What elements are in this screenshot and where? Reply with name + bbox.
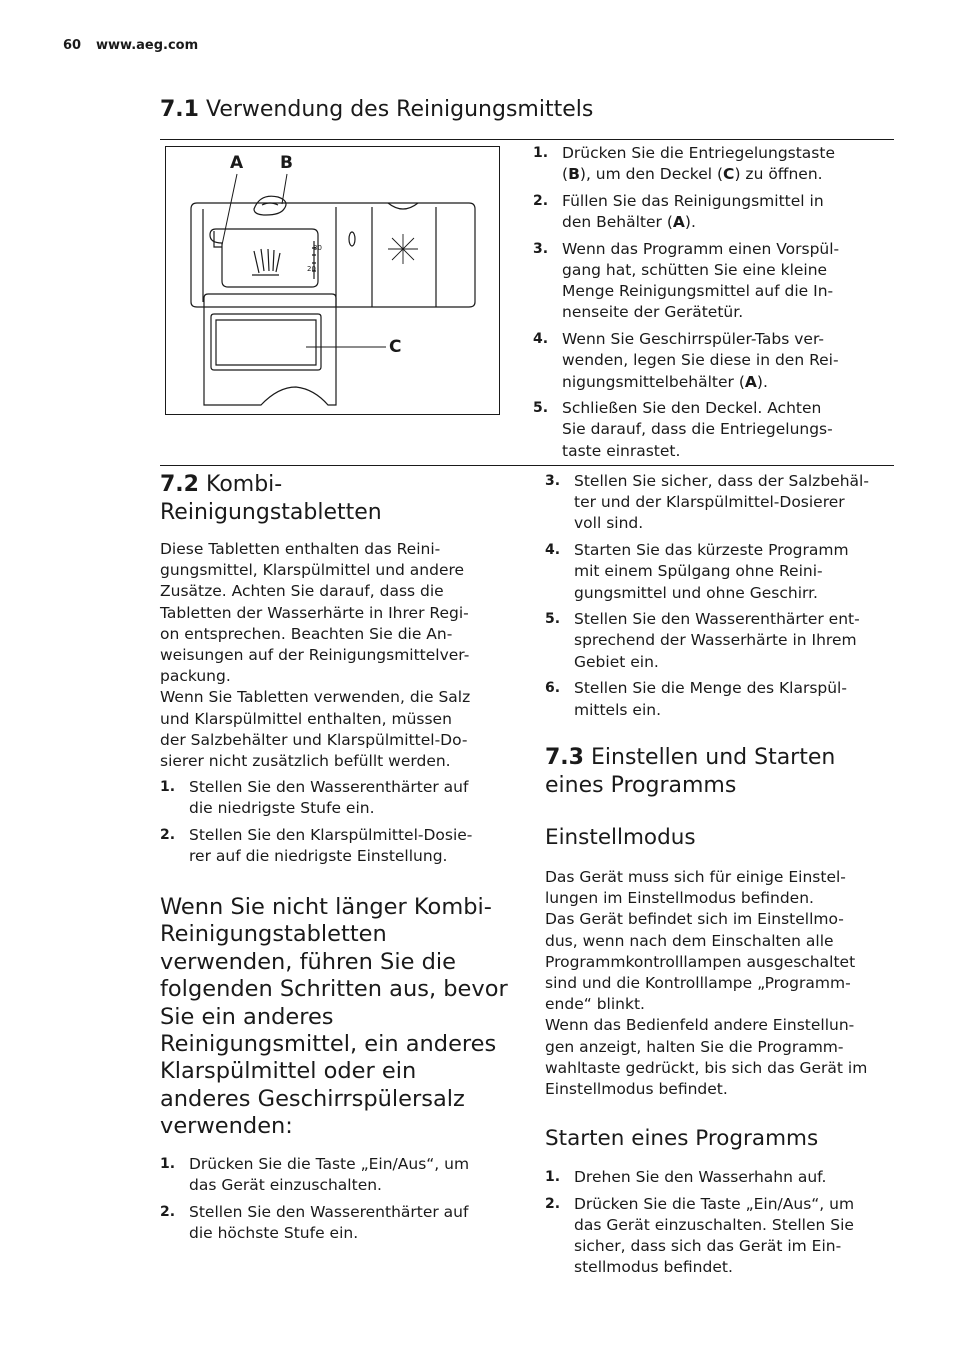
section-7-3-number: 7.3 <box>545 745 584 770</box>
step-line: Stellen Sie den Klarspülmittel-Dosie- <box>189 826 473 845</box>
step-line: wenden, legen Sie diese in den Rei- <box>562 351 839 370</box>
step-line: das Gerät einzuschalten. Stellen Sie <box>574 1215 854 1234</box>
text-line: gungsmittel, Klarspülmittel und andere <box>160 561 465 580</box>
text-line: und Klarspülmittel enthalten, müssen <box>160 709 452 728</box>
step-line: Drücken Sie die Entriegelungstaste <box>562 144 835 162</box>
step-line: den Behälter (A). <box>562 213 696 232</box>
text-line: ende“ blinkt. <box>545 995 645 1014</box>
step-line: Stellen Sie den Wasserenthärter auf <box>189 778 469 797</box>
list-item <box>533 398 893 462</box>
dispenser-illustration <box>166 147 499 414</box>
heading-line: Klarspülmittel oder ein <box>160 1058 417 1085</box>
list-item <box>533 239 893 324</box>
step-line: gungsmittel und ohne Geschirr. <box>574 583 818 602</box>
step-line: sprechend der Wasserhärte in Ihrem <box>574 631 857 650</box>
step-line: Schließen Sie den Deckel. Achten <box>562 399 822 418</box>
step-line: das Gerät einzuschalten. <box>189 1176 382 1195</box>
header-url: www.aeg.com <box>96 38 199 53</box>
combi-tablets-stop-steps-column <box>160 1154 512 1250</box>
step-line: Drehen Sie den Wasserhahn auf. <box>574 1168 827 1186</box>
step-line: voll sind. <box>574 514 644 533</box>
starten-heading: Starten eines Programms <box>545 1126 819 1151</box>
figure-label-a: A <box>230 153 244 173</box>
section-7-3-title: eines Programms <box>545 773 737 798</box>
step-line: Wenn das Programm einen Vorspül- <box>562 239 840 258</box>
text-line: sind und die Kontrolllampe „Programm- <box>545 974 851 993</box>
list-item <box>533 143 893 185</box>
text-line: Einstellmodus befindet. <box>545 1080 728 1099</box>
list-item <box>533 191 893 233</box>
step-line: nigungsmittelbehälter (A). <box>562 372 768 391</box>
list-item <box>545 609 900 673</box>
step-line: Füllen Sie das Reinigungsmittel in <box>562 191 824 210</box>
step-line: mit einem Spülgang ohne Reini- <box>574 562 823 581</box>
step-line: stellmodus befindet. <box>574 1258 733 1277</box>
list-item <box>545 471 900 535</box>
step-line: Stellen Sie die Menge des Klarspül- <box>574 679 847 698</box>
detergent-dispenser-figure <box>165 146 500 415</box>
list-item <box>533 329 893 393</box>
section-7-2-intro <box>160 539 512 772</box>
step-number: 1. <box>533 145 549 161</box>
step-number: 3. <box>533 240 549 257</box>
section-7-1-title: Verwendung des Reinigungsmittels <box>205 97 594 122</box>
step-line: die höchste Stufe ein. <box>189 1224 359 1243</box>
text-line: der Salzbehälter und Klarspülmittel-Do- <box>160 730 468 749</box>
heading-line: folgenden Schritten aus, bevor <box>160 976 508 1003</box>
list-item <box>160 777 512 819</box>
step-line: Sie darauf, dass die Entriegelungs- <box>562 420 833 439</box>
section-7-1-steps <box>533 143 893 462</box>
text-line: Wenn Sie Tabletten verwenden, die Salz <box>160 688 471 707</box>
section-7-2-right-column <box>545 471 900 726</box>
section-7-2-title: Reinigungstabletten <box>160 500 382 525</box>
step-line: ter und der Klarspülmittel-Dosierer <box>574 493 845 512</box>
step-number: 2. <box>160 827 176 844</box>
step-line: mittels ein. <box>574 700 661 719</box>
combi-tablets-stop-heading <box>160 894 520 1141</box>
text-line: Tabletten der Wasserhärte in Ihrer Regi- <box>160 603 469 622</box>
text-line: Das Gerät muss sich für einige Einstel- <box>545 868 846 886</box>
text-line: Das Gerät befindet sich im Einstellmo- <box>545 910 844 929</box>
step-number: 2. <box>533 192 549 209</box>
section-7-2-left-column <box>160 471 512 873</box>
scale-label-30: 30 <box>313 244 322 252</box>
step-number: 1. <box>160 779 176 796</box>
step-line: rer auf die niedrigste Einstellung. <box>189 847 448 866</box>
heading-line: Wenn Sie nicht länger Kombi- <box>160 894 492 920</box>
heading-line: verwenden, führen Sie die <box>160 948 456 975</box>
text-line: lungen im Einstellmodus befinden. <box>545 889 814 908</box>
section-7-2-heading <box>160 471 512 527</box>
step-line: gang hat, schütten Sie eine kleine <box>562 261 828 280</box>
text-line: Wenn das Bedienfeld andere Einstellun- <box>545 1016 855 1035</box>
einstellmodus-heading: Einstellmodus <box>545 825 696 850</box>
step-line: Stellen Sie den Wasserenthärter ent- <box>574 610 860 629</box>
section-7-3-heading <box>545 744 900 800</box>
section-7-2-number: 7.2 <box>160 472 199 497</box>
step-number: 4. <box>545 542 561 559</box>
step-line: nenseite der Gerätetür. <box>562 303 744 322</box>
step-number: 5. <box>533 400 549 417</box>
step-line: (B), um den Deckel (C) zu öffnen. <box>562 165 823 184</box>
section-7-1-number: 7.1 <box>160 97 199 122</box>
list-item <box>160 1202 512 1244</box>
step-line: Drücken Sie die Taste „Ein/Aus“, um <box>189 1155 470 1173</box>
text-line: Diese Tabletten enthalten das Reini- <box>160 540 441 558</box>
text-line: sierer nicht zusätzlich befüllt werden. <box>160 752 451 771</box>
heading-line: Reinigungstabletten <box>160 921 387 948</box>
einstellmodus-text <box>545 867 905 1100</box>
text-line: dus, wenn nach dem Einschalten alle <box>545 931 834 950</box>
section-7-1-heading <box>160 96 593 124</box>
step-line: sicher, dass sich das Gerät im Ein- <box>574 1237 842 1256</box>
step-line: Stellen Sie sicher, dass der Salzbehäl- <box>574 472 869 490</box>
step-line: Drücken Sie die Taste „Ein/Aus“, um <box>574 1194 855 1213</box>
list-item <box>545 540 900 604</box>
page-number: 60 <box>63 38 82 53</box>
step-number: 2. <box>160 1203 176 1220</box>
text-line: wahltaste gedrückt, bis sich das Gerät im <box>545 1058 868 1077</box>
step-number: 4. <box>533 331 549 348</box>
text-line: packung. <box>160 667 231 686</box>
step-line: Menge Reinigungsmittel auf die In- <box>562 282 834 301</box>
step-line: Starten Sie das kürzeste Programm <box>574 541 849 560</box>
step-line: Stellen Sie den Wasserenthärter auf <box>189 1202 469 1221</box>
step-number: 2. <box>545 1195 561 1212</box>
step-line: Gebiet ein. <box>574 652 659 671</box>
figure-label-b: B <box>280 153 293 173</box>
step-line: taste einrastet. <box>562 441 681 460</box>
section-7-2-steps <box>160 777 512 867</box>
step-number: 5. <box>545 611 561 628</box>
text-line: on entsprechen. Beachten Sie die An- <box>160 624 453 643</box>
text-line: gen anzeigt, halten Sie die Programm- <box>545 1037 844 1056</box>
heading-line: anderes Geschirrspülersalz <box>160 1085 465 1112</box>
heading-line: Reinigungsmittel, ein anderes <box>160 1031 497 1058</box>
section-7-1-steps-column <box>533 143 893 467</box>
heading-line: verwenden: <box>160 1113 293 1140</box>
heading-line: Sie ein anderes <box>160 1003 334 1030</box>
step-line: Wenn Sie Geschirrspüler-Tabs ver- <box>562 330 824 349</box>
section-7-2-title: Kombi- <box>205 472 283 497</box>
step-number: 1. <box>160 1156 176 1172</box>
list-item <box>160 825 512 867</box>
text-line: weisungen auf der Reinigungsmittelver- <box>160 646 470 665</box>
step-number: 1. <box>545 1169 561 1185</box>
starten-steps-column <box>545 1167 905 1284</box>
figure-label-c: C <box>389 337 402 357</box>
list-item <box>545 1167 905 1188</box>
step-line: die niedrigste Stufe ein. <box>189 799 375 818</box>
step-number: 6. <box>545 680 561 697</box>
section-7-3-title: Einstellen und Starten <box>590 745 836 770</box>
combi-tablets-stop-steps <box>160 1154 512 1244</box>
list-item <box>160 1154 512 1196</box>
step-number: 3. <box>545 473 561 489</box>
text-line: Programmkontrolllampen ausgeschaltet <box>545 952 856 971</box>
list-item <box>545 1194 905 1279</box>
section-7-1-rule <box>160 139 894 140</box>
combi-tablets-stop-steps-continued <box>545 471 900 721</box>
starten-steps <box>545 1167 905 1279</box>
list-item <box>545 678 900 720</box>
section-7-2-rule <box>160 465 894 466</box>
text-line: Zusätze. Achten Sie darauf, dass die <box>160 582 444 601</box>
scale-label-20: 20 <box>307 265 316 273</box>
